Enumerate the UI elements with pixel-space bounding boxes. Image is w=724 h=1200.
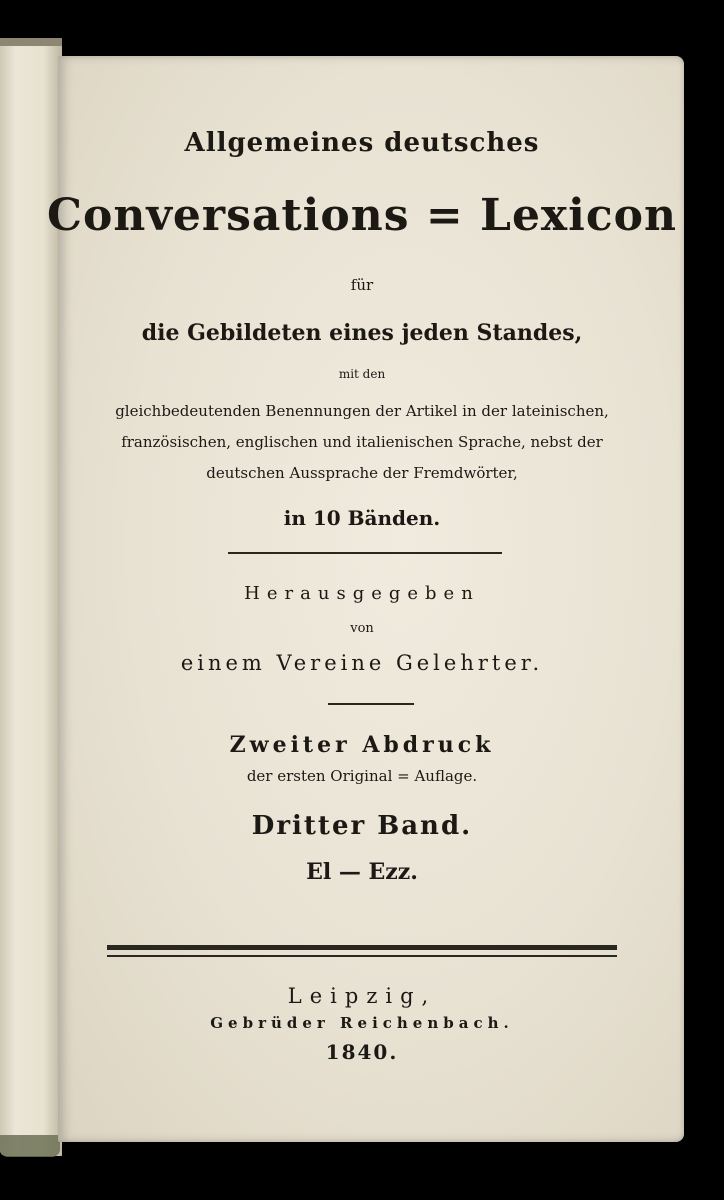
title-line-1: Allgemeines deutsches <box>184 128 540 158</box>
title-line-5: mit den <box>338 367 386 381</box>
editor-line-2: von <box>350 621 374 636</box>
edition-line-1: Zweiter Abdruck <box>229 732 495 758</box>
volume-label: Dritter Band. <box>251 811 473 841</box>
imprint-year: 1840. <box>325 1040 399 1064</box>
imprint-publisher: Gebrüder Reichenbach. <box>210 1014 514 1032</box>
description-line-3: deutschen Aussprache der Fremdwörter, <box>206 464 518 482</box>
editor-line-1: Herausgegeben <box>244 583 480 604</box>
divider-1 <box>228 552 502 554</box>
edition-line-2: der ersten Original = Auflage. <box>246 767 478 785</box>
title-line-3: für <box>350 276 374 294</box>
thick-rule <box>107 945 617 950</box>
main-title: Conversations = Lexicon <box>46 190 678 241</box>
description-line-2: französischen, englischen und italienischen Sprache, nebst der <box>121 433 603 451</box>
spine-top-edge <box>0 38 62 46</box>
volume-range: El — Ezz. <box>306 859 418 885</box>
description-line-1: gleichbedeutenden Benennungen der Artikel in der lateinischen, <box>115 402 609 420</box>
subtitle: die Gebildeten eines jeden Standes, <box>141 320 583 346</box>
thin-rule <box>107 955 617 957</box>
imprint-place: Leipzig, <box>287 984 437 1008</box>
editor-line-3: einem Vereine Gelehrter. <box>180 651 544 675</box>
volumes-count: in 10 Bänden. <box>283 506 441 530</box>
divider-2 <box>328 703 414 705</box>
spine-foot <box>0 1135 60 1157</box>
